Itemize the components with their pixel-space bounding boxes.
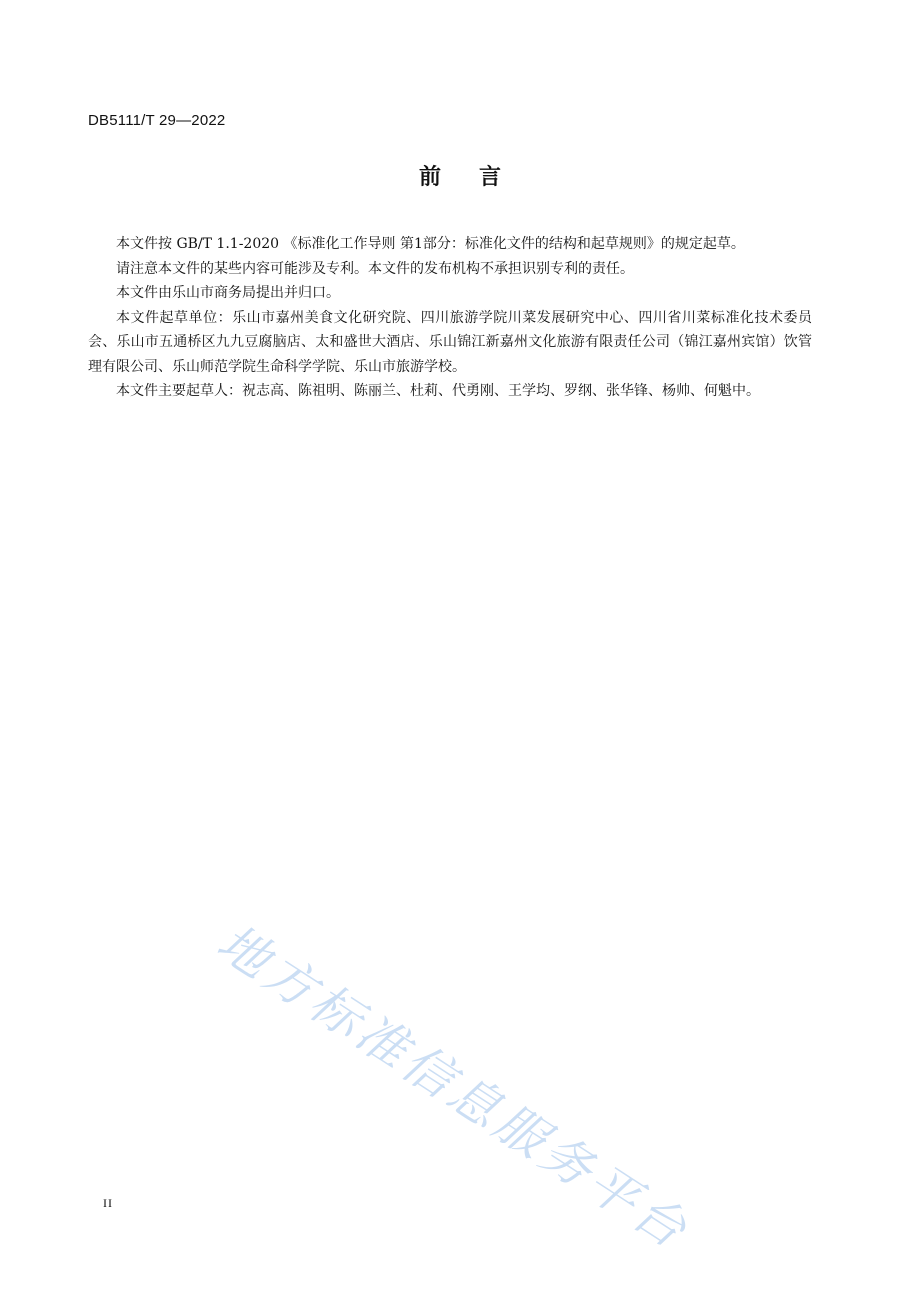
page-number: II [103,1196,113,1210]
paragraph-proposer: 本文件由乐山市商务局提出并归口。 [116,285,340,301]
foreword-body [88,232,812,404]
document-code: DB5111/T 29—2022 [88,112,226,129]
paragraph-drafting-units: 本文件起草单位：乐山市嘉州美食文化研究院、四川旅游学院川菜发展研究中心、四川省川菜标准化技术委员会、乐山市五通桥区九九豆腐脑店、太和盛世大酒店、乐山锦江新嘉州文化旅游有限责任公司（锦江嘉州宾馆）饮管理有限公司、乐山师范学院生命科学学院、乐山市旅游学校。 [88,309,812,375]
page-title: 前言 [418,165,539,190]
watermark: 地方标准信息服务平台 [207,913,700,1262]
paragraph-patent-notice: 请注意本文件的某些内容可能涉及专利。本文件的发布机构不承担识别专利的责任。 [116,260,634,277]
paragraph-drafters: 本文件主要起草人：祝志高、陈祖明、陈丽兰、杜莉、代勇刚、王学均、罗纲、张华锋、杨帅、何魁中。 [116,383,760,399]
paragraph-drafting-rules: 本文件按 GB/T 1.1-2020 《标准化工作导则 第1部分：标准化文件的结构和起草规则》的规定起草。 [116,236,745,252]
